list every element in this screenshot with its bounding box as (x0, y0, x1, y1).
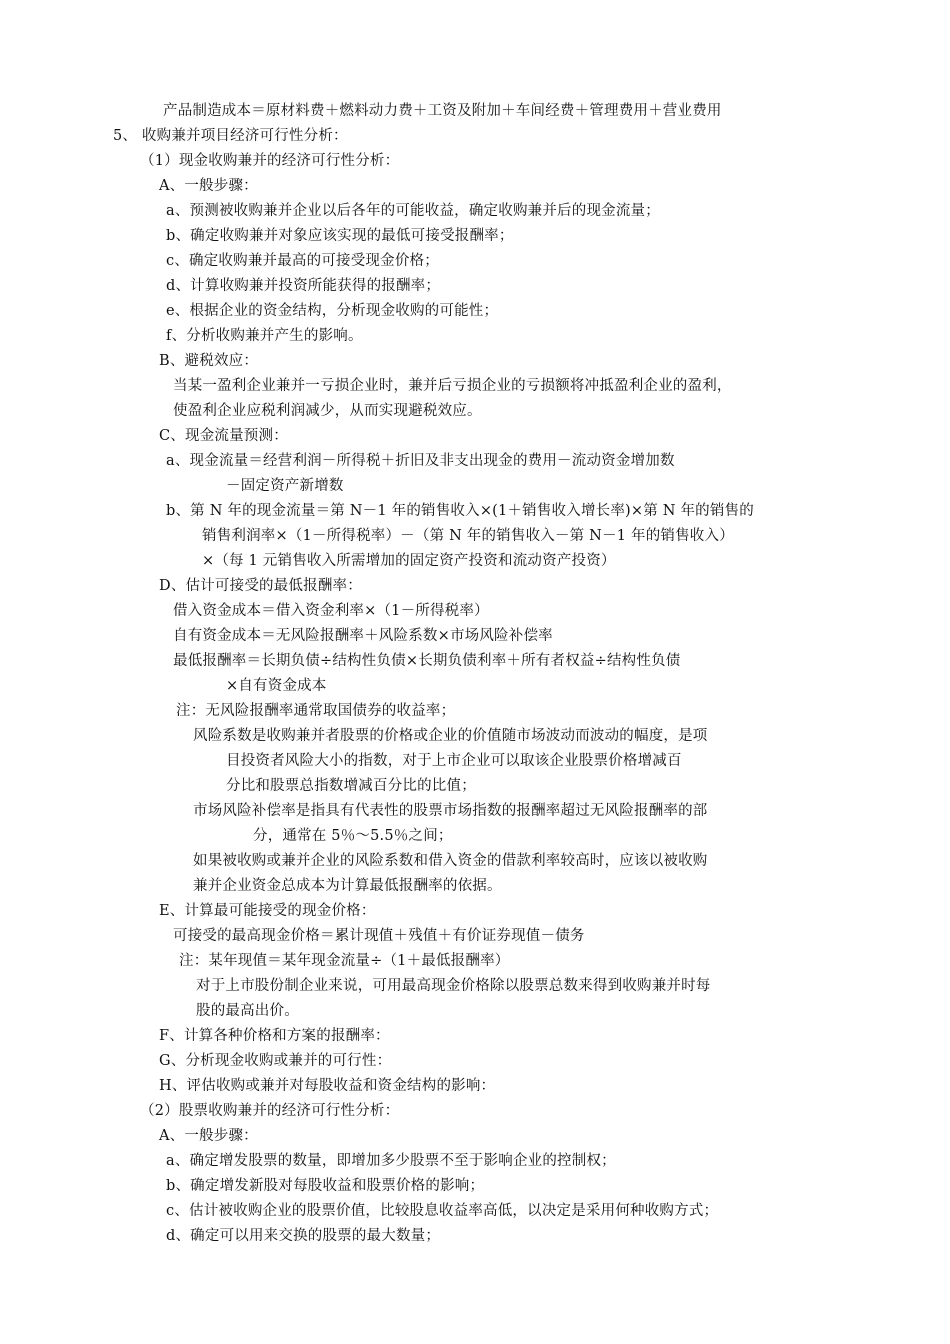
list-item: e、根据企业的资金结构，分析现金收购的可能性； (166, 303, 499, 319)
item-heading-g: G、分析现金收购或兼并的可行性： (159, 1053, 392, 1069)
formula-continuation: －固定资产新增数 (226, 478, 344, 494)
note-continuation: 目投资者风险大小的指数，对于上市企业可以取该企业股票价格增减百 (226, 753, 682, 769)
note-line: 市场风险补偿率是指具有代表性的股票市场指数的报酬率超过无风险报酬率的部 (193, 803, 708, 819)
formula-continuation: ×（每 1 元销售收入所需增加的固定资产投资和流动资产投资） (202, 553, 616, 569)
formula-line: 最低报酬率＝长期负债÷结构性负债×长期负债利率＋所有者权益÷结构性负债 (173, 653, 681, 669)
note-continuation: 分，通常在 5％～5.5％之间； (253, 828, 453, 844)
list-item: c、确定收购兼并最高的可接受现金价格； (166, 253, 439, 269)
subsection-heading-cash: （1）现金收购兼并的经济可行性分析： (140, 153, 400, 169)
paragraph-line: 使盈利企业应税利润减少，从而实现避税效应。 (173, 403, 482, 419)
list-item: a、预测被收购兼并企业以后各年的可能收益，确定收购兼并后的现金流量； (166, 203, 660, 219)
formula-continuation: ×自有资金成本 (226, 678, 327, 694)
list-item: a、确定增发股票的数量，即增加多少股票不至于影响企业的控制权； (166, 1153, 616, 1169)
note-continuation: 分比和股票总指数增减百分比的比值； (226, 778, 476, 794)
item-heading-f: F、计算各种价格和方案的报酬率： (159, 1028, 390, 1044)
note-line: 风险系数是收购兼并者股票的价格或企业的价值随市场波动而波动的幅度，是项 (193, 728, 708, 744)
note-line: 对于上市股份制企业来说，可用最高现金价格除以股票总数来得到收购兼并时每 (196, 978, 711, 994)
item-heading-d: D、估计可接受的最低报酬率： (159, 578, 362, 594)
note-continuation: 兼并企业资金总成本为计算最低报酬率的依据。 (193, 878, 502, 894)
item-heading-a: A、一般步骤： (159, 1128, 258, 1144)
paragraph-line: 当某一盈利企业兼并一亏损企业时，兼并后亏损企业的亏损额将冲抵盈利企业的盈利， (173, 378, 732, 394)
list-item: f、分析收购兼并产生的影响。 (166, 328, 363, 344)
item-heading-a: A、一般步骤： (159, 178, 258, 194)
formula-line: 自有资金成本＝无风险报酬率＋风险系数×市场风险补偿率 (173, 628, 553, 644)
list-item: c、估计被收购企业的股票价值，比较股息收益率高低，以决定是采用何种收购方式； (166, 1203, 719, 1219)
list-item: d、计算收购兼并投资所能获得的报酬率； (166, 278, 441, 294)
list-item: d、确定可以用来交换的股票的最大数量； (166, 1228, 441, 1244)
list-item: b、确定增发新股对每股收益和股票价格的影响； (166, 1178, 485, 1194)
section-heading-5: 5、 收购兼并项目经济可行性分析： (113, 128, 348, 144)
item-heading-c: C、现金流量预测： (159, 428, 288, 444)
list-item: b、确定收购兼并对象应该实现的最低可接受报酬率； (166, 228, 514, 244)
formula-line: 可接受的最高现金价格＝累计现值＋残值＋有价证券现值－债务 (173, 928, 585, 944)
item-heading-b: B、避税效应： (159, 353, 259, 369)
formula-continuation: 销售利润率×（1－所得税率）－（第 N 年的销售收入－第 N－1 年的销售收入） (202, 528, 734, 544)
subsection-heading-stock: （2）股票收购兼并的经济可行性分析： (140, 1103, 400, 1119)
formula-line: a、现金流量＝经营利润－所得税＋折旧及非支出现金的费用－流动资金增加数 (166, 453, 675, 469)
formula-line: 借入资金成本＝借入资金利率×（1－所得税率） (173, 603, 489, 619)
note-line: 注：无风险报酬率通常取国债券的收益率； (176, 703, 456, 719)
formula-line: b、第 N 年的现金流量＝第 N－1 年的销售收入×(1＋销售收入增长率)×第 N 年的销售的 (166, 503, 754, 519)
text-line-manufacturing-cost: 产品制造成本＝原材料费＋燃料动力费＋工资及附加＋车间经费＋管理费用＋营业费用 (163, 103, 722, 119)
item-heading-h: H、评估收购或兼并对每股收益和资金结构的影响： (159, 1078, 496, 1094)
note-continuation: 股的最高出价。 (196, 1003, 299, 1019)
item-heading-e: E、计算最可能接受的现金价格： (159, 903, 376, 919)
note-line: 注：某年现值＝某年现金流量÷（1＋最低报酬率） (179, 953, 510, 969)
note-line: 如果被收购或兼并企业的风险系数和借入资金的借款利率较高时，应该以被收购 (193, 853, 708, 869)
